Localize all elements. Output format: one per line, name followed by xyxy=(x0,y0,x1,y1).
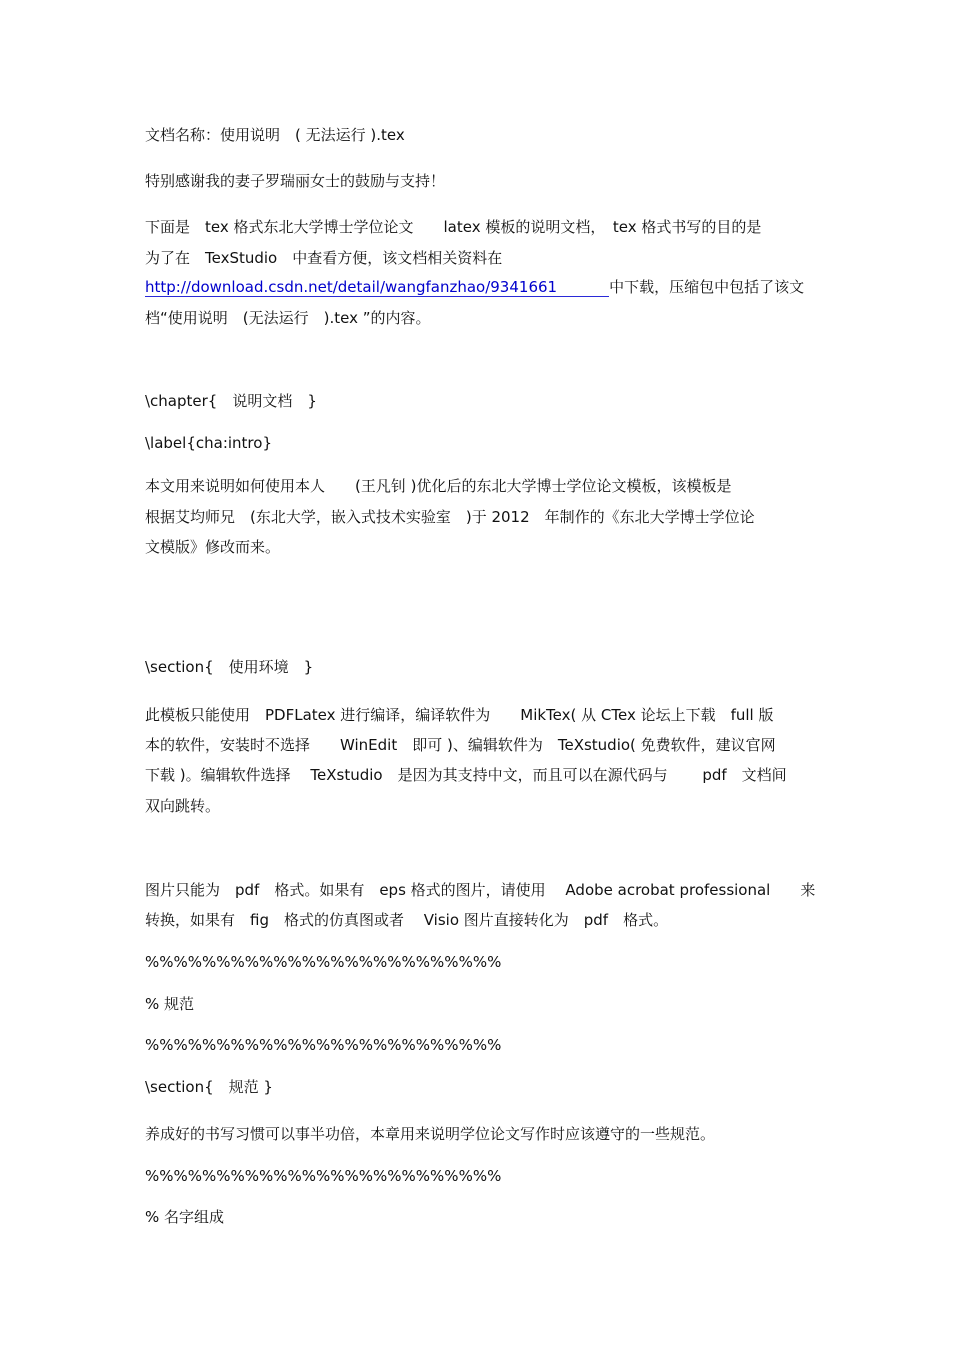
intro-line-2: 为了在 TexStudio 中查看方便，该文档相关资料在 xyxy=(145,249,503,267)
comment-rule-3: %%%%%%%%%%%%%%%%%%%%%%%%% xyxy=(145,1167,502,1185)
comment-names: % 名字组成 xyxy=(145,1208,225,1226)
section-spec: \section{ 规范 } xyxy=(145,1078,273,1096)
para-2-line-1: 此模板只能使用 PDFLatex 进行编译，编译软件为 MikTex( 从 CTex 论坛上下载 full 版 xyxy=(145,706,774,724)
comment-rule-2: %%%%%%%%%%%%%%%%%%%%%%%%% xyxy=(145,1036,502,1054)
download-link[interactable]: http://download.csdn.net/detail/wangfanzhao/9341661 xyxy=(145,278,609,297)
intro-line-1: 下面是 tex 格式东北大学博士学位论文 latex 模板的说明文档， tex 格式书写的目的是 xyxy=(145,218,762,236)
comment-rule-1: %%%%%%%%%%%%%%%%%%%%%%%%% xyxy=(145,953,502,971)
doc-title: 文档名称：使用说明 ( 无法运行 ).tex xyxy=(145,126,405,144)
section-env: \section{ 使用环境 } xyxy=(145,658,314,676)
acknowledgement: 特别感谢我的妻子罗瑞丽女士的鼓励与支持！ xyxy=(145,172,446,190)
para-2-line-3: 下载 )。编辑软件选择 TeXstudio 是因为其支持中文，而且可以在源代码与 pdf 文档间 xyxy=(145,766,787,784)
para-1-line-2: 根据艾均师兄 (东北大学，嵌入式技术实验室 )于 2012 年制作的《东北大学博士学位论 xyxy=(145,508,755,526)
para-2-line-2: 本的软件，安装时不选择 WinEdit 即可 )、编辑软件为 TeXstudio( 免费软件，建议官网 xyxy=(145,736,776,754)
chapter-command: \chapter{ 说明文档 } xyxy=(145,392,317,410)
comment-spec: % 规范 xyxy=(145,995,195,1013)
intro-line-3-text: 中下载，压缩包中包括了该文 xyxy=(609,278,805,296)
intro-line-4: 档“使用说明 (无法运行 ).tex ”的内容。 xyxy=(145,309,431,327)
para-1-line-1: 本文用来说明如何使用本人 (王凡钊 )优化后的东北大学博士学位论文模板，该模板是 xyxy=(145,477,732,495)
para-1-line-3: 文模版》修改而来。 xyxy=(145,538,281,556)
para-3-line-1: 图片只能为 pdf 格式。如果有 eps 格式的图片，请使用 Adobe acrobat professional 来 xyxy=(145,881,816,899)
label-command: \label{cha:intro} xyxy=(145,434,272,452)
para-3-line-2: 转换，如果有 fig 格式的仿真图或者 Visio 图片直接转化为 pdf 格式。 xyxy=(145,911,669,929)
spec-paragraph: 养成好的书写习惯可以事半功倍，本章用来说明学位论文写作时应该遵守的一些规范。 xyxy=(145,1125,716,1143)
para-2-line-4: 双向跳转。 xyxy=(145,797,221,815)
intro-line-3 xyxy=(145,277,804,297)
